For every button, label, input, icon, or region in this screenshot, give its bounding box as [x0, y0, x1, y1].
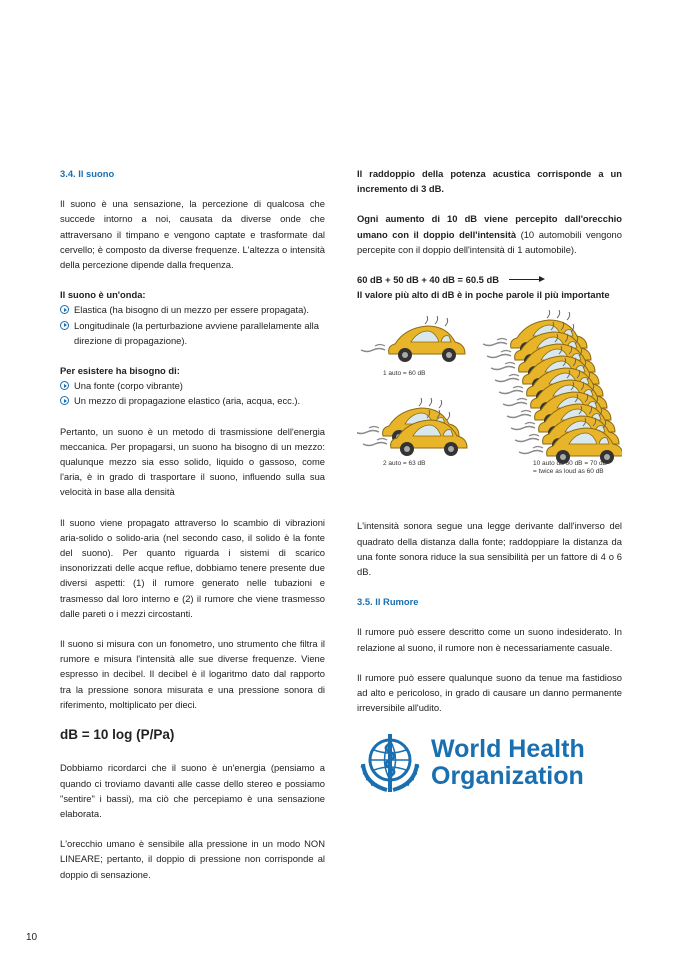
- equation-note: Il valore più alto di dB è in poche parole il più importante: [357, 289, 610, 301]
- play-circle-icon: [60, 381, 69, 390]
- cars-illustration: [357, 310, 622, 500]
- needs-list: [60, 378, 325, 408]
- noise-paragraph-2: Il rumore può essere qualunque suono da tenue ma fastidioso ad alto e pericoloso, in grado di causare un danno permanente irreversibile all'udito.: [357, 671, 622, 714]
- decibel-formula: dB = 10 log (P/Pa): [60, 727, 175, 743]
- caption-two-cars: 2 auto = 63 dB: [383, 460, 426, 468]
- double-power-statement: Il raddoppio della potenza acustica corrisponde a un incremento di 3 dB.: [357, 168, 622, 195]
- left-column: [60, 166, 325, 897]
- who-logo: [357, 730, 622, 796]
- list-item: Una fonte (corpo vibrante): [60, 378, 325, 393]
- needs-title: Per esistere ha bisogno di:: [60, 365, 180, 377]
- wave-title: Il suono è un'onda:: [60, 289, 146, 301]
- play-circle-icon: [60, 396, 69, 405]
- noise-paragraph-1: Il rumore può essere descritto come un suono indesiderato. In relazione al suono, il rumore non è necessariamente casuale.: [357, 626, 622, 653]
- increase-paragraph: Ogni aumento di 10 dB viene percepito dall'orecchio umano con il doppio dell'intensità (10 automobili vengono percepite con il doppio dell'intensità di 1 automobile).: [357, 213, 622, 255]
- list-item: Elastica (ha bisogno di un mezzo per essere propagata).: [60, 302, 325, 317]
- db-equation: 60 dB + 50 dB + 40 dB = 60.5 dB: [357, 272, 622, 287]
- propagation-paragraph: Il suono viene propagato attraverso lo scambio di vibrazioni aria-solido o solido-aria (nel secondo caso, il solido è la fonte del suono). Per quanto riguarda i sistemi di scarico insonorizzati delle acque reflue, dobbiamo tenere presente due diversi aspetti: (1) il rumore generato nelle tubazioni e trasmesso dal loro interno e (2) il rumore che viene trasmesso dalle pareti o i mezzi circostanti.: [60, 516, 325, 619]
- ear-paragraph: L'orecchio umano è sensibile alla pressione in un modo NON LINEARE; pertanto, il doppio di pressione non corrisponde al doppio di sensazione.: [60, 838, 325, 880]
- wave-list: [60, 302, 325, 348]
- list-item: Un mezzo di propagazione elastico (aria, acqua, ecc.).: [60, 393, 325, 408]
- energy-paragraph: Dobbiamo ricordarci che il suono è un'energia (pensiamo a quando ci troviamo davanti alle casse dello stereo e possiamo "sentire" i bassi), ma ciò che percepiamo è una sensazione elaborata.: [60, 762, 325, 819]
- who-emblem-icon: [357, 730, 423, 796]
- intro-paragraph: Il suono è una sensazione, la percezione di qualcosa che succede intorno a noi, causata da diverse onde che attraversano il timpano e vengono captate e trasformate dal cervello; è composto da diverse frequenze. L'altezza o intensità della percezione dipende dalla frequenza.: [60, 198, 325, 271]
- measure-paragraph: Il suono si misura con un fonometro, uno strumento che filtra il rumore e misura l'intensità alle sue diverse frequenze. Viene espresso in decibel. Il decibel è il logaritmo dato dal rapporto tra la pressione sonora misurata e una pressione sonora di riferimento, moltiplicato per dieci.: [60, 638, 325, 710]
- right-column: [357, 166, 622, 796]
- play-circle-icon: [60, 305, 69, 314]
- section-heading-noise: 3.5. Il Rumore: [357, 596, 419, 608]
- transmission-paragraph: Pertanto, un suono è un metodo di trasmissione dell'energia meccanica. Per propagarsi, un suono ha bisogno di un mezzo: qualunque mezzo sia esso solido, liquido o gassoso, come l'aria, è in grado di trasportare il suono, influendo sulla sua velocità in base alla densità: [60, 425, 325, 498]
- arrow-right-icon: [509, 279, 543, 280]
- caption-one-car: 1 auto = 60 dB: [383, 370, 426, 378]
- list-item: Longitudinale (la perturbazione avviene parallelamente alla direzione di propagazione).: [60, 318, 325, 348]
- car-stack: [483, 310, 622, 464]
- play-circle-icon: [60, 321, 69, 330]
- page-number: 10: [26, 932, 38, 943]
- caption-ten-cars-1: 10 auto da 60 dB = 70 dB: [533, 460, 607, 468]
- car-one: [361, 316, 465, 362]
- who-wordmark: World Health Organization: [431, 735, 585, 791]
- caption-ten-cars-2: = twice as loud as 60 dB: [533, 468, 604, 476]
- inverse-square-paragraph: L'intensità sonora segue una legge derivante dall'inverso del quadrato della distanza dalla fonte; raddoppiare la distanza da una fonte sonora riduce la sua sensibilità per un fattore di 4 o 6 dB.: [357, 520, 622, 578]
- section-heading-sound: 3.4. Il suono: [60, 168, 115, 179]
